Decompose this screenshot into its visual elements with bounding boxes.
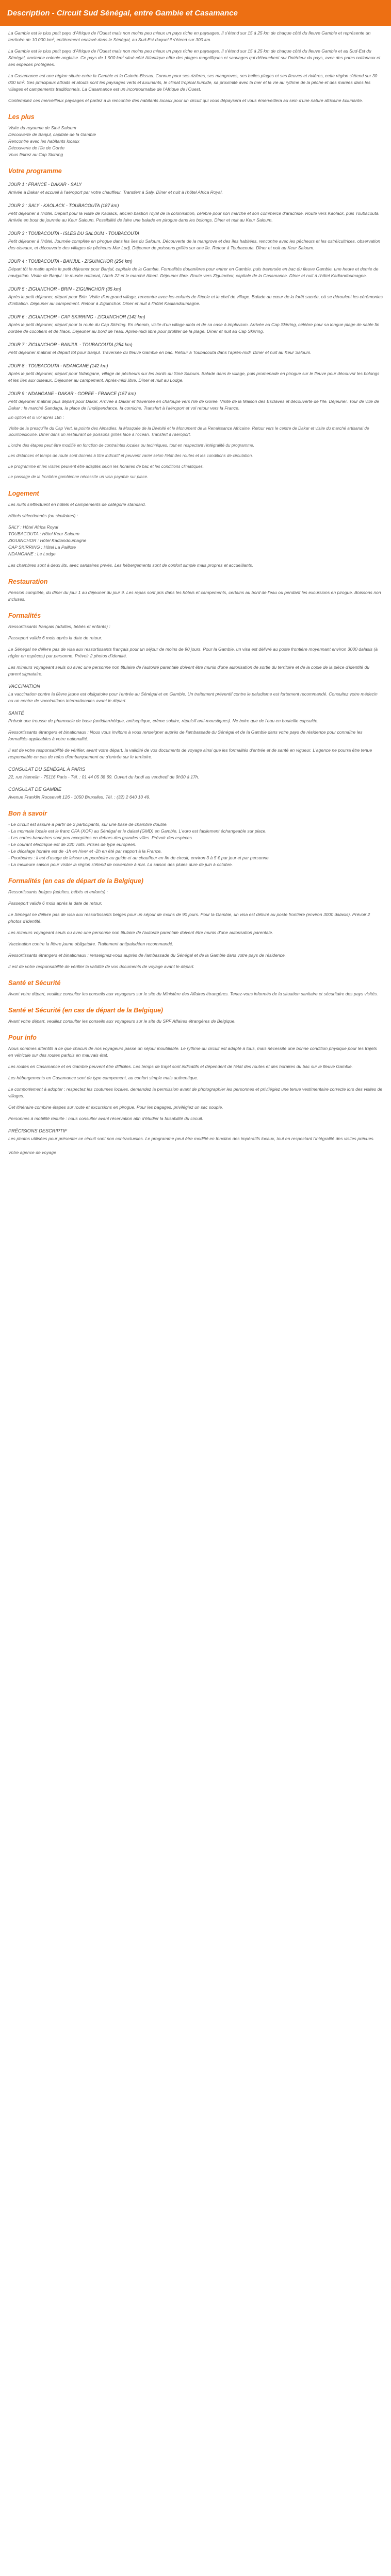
program-note: Les distances et temps de route sont donnés à titre indicatif et peuvent varier selon l'état des routes et les conditions de circulation.: [8, 453, 253, 458]
day-block: [8, 259, 383, 279]
program-note: L'ordre des étapes peut être modifié en fonction de contraintes locales ou techniques, tout en respectant l'intégralité du programme.: [8, 443, 254, 448]
embassy-title: CONSULAT DE GAMBIE: [8, 786, 61, 792]
footer-text: Les photos utilisées pour présenter ce circuit sont non contractuelles. Le programme peut être modifié en fonction des impératifs locaux, tout en respectant l'intégralité des visites prévues.: [8, 1136, 375, 1141]
day-title: JOUR 8 : TOUBACOUTA - NDANGANE (142 km): [8, 363, 108, 368]
program-note: En option et si vol après 18h :: [8, 415, 64, 420]
day-title: JOUR 1 : FRANCE - DAKAR - SALY: [8, 182, 82, 187]
day-description: Départ tôt le matin après le petit déjeuner pour Banjul, capitale de la Gambie. Formalités douanières pour entrer en Gambie, puis traversée en bac du fleuve Gambie, une heure et demie de navigation. Visite de Banjul : le musée national, l'Arch 22 et le marché Albert. Déjeuner libre. Route vers Ziguinchor, capitale de la Casamance. Dîner et nuit à l'hôtel Kadiandoumagne.: [8, 266, 379, 278]
day-title: JOUR 5 : ZIGUINCHOR - BRIN - ZIGUINCHOR (35 km): [8, 286, 121, 292]
formalities-notice: Il est de votre responsabilité de vérifier, avant votre départ, la validité de vos documents de voyage ainsi que les formalités d'entrée et de santé en vigueur. L'agence ne pourra être tenue responsable en cas de refus d'embarquement ou d'entrée sur le territoire.: [8, 747, 372, 759]
accommodation-tip: Les chambres sont à deux lits, avec sanitaires privés. Les hébergements sont de confort simple mais propres et accueillants.: [8, 562, 253, 568]
belgium-text: Passeport valide 6 mois après la date de retour.: [8, 900, 103, 906]
day-block: [8, 231, 383, 251]
embassy-text: Avenue Franklin Roosevelt 126 - 1050 Bruxelles. Tél. : (32) 2 640 10 49.: [8, 794, 151, 800]
info-paragraph: Le comportement à adopter : respectez les coutumes locales, demandez la permission avant de photographier les personnes et privilégiez une tenue vestimentaire correcte lors des visites de villages.: [8, 1086, 383, 1098]
embassy-text: 22, rue Hamelin - 75116 Paris - Tél. : 01 44 05 38 69. Ouvert du lundi au vendredi de 9h30 à 17h.: [8, 774, 200, 779]
header-bar: [0, 0, 391, 26]
health-text: Prévoir une trousse de pharmacie de base (antidiarrhéique, antiseptique, crème solaire, répulsif anti-moustiques). Ne boire que de l'eau en bouteille capsulée.: [8, 718, 319, 723]
intro-paragraph: Contemplez ces merveilleux paysages et partez à la rencontre des habitants locaux pour un circuit qui vous dépaysera et vous émerveillera au sein d'une nature africaine luxuriante.: [8, 98, 363, 103]
day-block: [8, 363, 383, 384]
page-title: Description - Circuit Sud Sénégal, entre Gambie et Casamance: [7, 8, 238, 18]
vaccination-text: La vaccination contre la fièvre jaune est obligatoire pour l'entrée au Sénégal et en Gambie. Un traitement préventif contre le paludisme est fortement recommandé. Consultez votre médecin ou un centre de vaccinations internationales avant le départ.: [8, 691, 378, 703]
health-title: SANTÉ: [8, 710, 24, 716]
formalities-text: Passeport valide 6 mois après la date de retour.: [8, 635, 103, 640]
embassy-title: CONSULAT DU SÉNÉGAL À PARIS: [8, 766, 86, 772]
belgium-text: Ressortissants étrangers et binationaux : renseignez-vous auprès de l'ambassade du Sénégal et de la Gambie dans votre pays de résidence.: [8, 952, 286, 958]
formalities-text: Le Sénégal ne délivre pas de visa aux ressortissants français pour un séjour de moins de 90 jours. Pour la Gambie, un visa est délivré au poste frontière moyennant environ 3000 dalasis (à régler en espèces) par personne. Prévoir 2 photos d'identité.: [8, 646, 378, 658]
day-block: [8, 314, 383, 335]
budget-item: - Pourboires : il est d'usage de laisser un pourboire au guide et au chauffeur en fin de circuit, environ 3 à 5 € par jour et par personne.: [8, 855, 270, 860]
info-paragraph: Personnes à mobilité réduite : nous consulter avant réservation afin d'étudier la faisabilité du circuit.: [8, 1115, 204, 1121]
vaccination-title: VACCINATION: [8, 683, 40, 689]
hotel-item: ZIGUINCHOR : Hôtel Kadiandoumagne: [8, 537, 87, 543]
highlight-item: Découverte de l'île de Gorée: [8, 145, 65, 150]
day-block: [8, 182, 383, 196]
day-description: Après le petit déjeuner, départ pour Ndangane, village de pêcheurs sur les bords du Siné Saloum. Balade dans le village, puis promenade en pirogue sur le fleuve pour découvrir les bolongs et les îles aux oiseaux. Déjeuner au campement. Après-midi libre. Dîner et nuit au Lodge.: [8, 371, 380, 383]
highlights-heading: Les plus: [8, 113, 35, 121]
hotel-item: NDANGANE : Le Lodge: [8, 551, 56, 556]
highlight-item: Vous finirez au Cap Skirring: [8, 152, 63, 157]
highlights-list: [8, 125, 383, 158]
hotel-list: [8, 524, 383, 557]
formalities-text: Ressortissants étrangers et binationaux : Nous vous invitons à vous renseigner auprès de l'ambassade du Sénégal et de la Gambie dans votre pays de résidence pour connaître les formalités applicables à votre nationalité.: [8, 729, 363, 741]
highlight-item: Visite du royaume de Siné Saloum: [8, 125, 76, 130]
day-description: Petit déjeuner matinal puis départ pour Dakar. Arrivée à Dakar et traversée en chaloupe vers l'île de Gorée. Visite de la Maison des Esclaves et découverte de l'île. Déjeuner. Tour de ville de Dakar : le marché Sandaga, la place de l'Indépendance, la corniche. Transfert à l'aéroport et vol retour vers la France.: [8, 399, 379, 411]
info-paragraph: Nous sommes attentifs à ce que chacun de nos voyageurs passe un séjour inoubliable. Le rythme du circuit est adapté à tous, mais nécessite une bonne condition physique pour les trajets en véhicule sur des routes parfois en mauvais état.: [8, 1045, 377, 1058]
accommodation-subtitle: Hôtels sélectionnés (ou similaires) :: [8, 513, 78, 518]
intro-paragraph: La Gambie est le plus petit pays d'Afrique de l'Ouest mais non moins peu mieux un pays riche en paysages. Il s'étend sur 15 à 25 km de chaque côté du fleuve Gambie et représente un territoire de 10 000 km², entièrement enclavé dans le Sénégal, au Sud-Est duquel il s'étend sur 300 km.: [8, 30, 371, 42]
day-title: JOUR 4 : TOUBACOUTA - BANJUL - ZIGUINCHOR (254 km): [8, 259, 133, 264]
belgium-notice: Il est de votre responsabilité de vérifier la validité de vos documents de voyage avant le départ.: [8, 963, 195, 969]
main-content: [0, 26, 391, 1156]
budget-item: - Le circuit est assuré à partir de 2 participants, sur une base de chambre double.: [8, 821, 168, 827]
health-safety-heading: Santé et Sécurité: [8, 979, 61, 987]
belgium-text: Ressortissants belges (adultes, bébés et enfants) :: [8, 889, 108, 894]
day-title: JOUR 9 : NDANGANE - DAKAR - GOREE - FRANCE (157 km): [8, 391, 136, 396]
belgium-text: Le Sénégal ne délivre pas de visa aux ressortissants belges pour un séjour de moins de 90 jours. Pour la Gambie, un visa est délivré au poste frontière (environ 3000 dalasis). Prévoir 2 photos d'identité.: [8, 911, 370, 924]
hotel-item: TOUBACOUTA : Hôtel Keur Saloum: [8, 531, 79, 536]
budget-item: - La meilleure saison pour visiter la région s'étend de novembre à mai. La saison des pluies dure de juin à octobre.: [8, 861, 233, 867]
day-description: Arrivée à Dakar et accueil à l'aéroport par votre chauffeur. Transfert à Saly. Dîner et nuit à l'hôtel Africa Royal.: [8, 190, 223, 195]
belgium-text: Les mineurs voyageant seuls ou avec une personne non titulaire de l'autorité parentale doivent être munis d'une autorisation parentale.: [8, 929, 273, 935]
formalities-text: Les mineurs voyageant seuls ou avec une personne non titulaire de l'autorité parentale doivent être munis d'une autorisation de sortie du territoire et de la copie de la pièce d'identité du parent signataire.: [8, 664, 370, 676]
highlight-item: Découverte de Banjul, capitale de la Gambie: [8, 132, 96, 137]
program-heading: Votre programme: [8, 167, 62, 175]
hotel-item: SALY : Hôtel Africa Royal: [8, 524, 58, 530]
budget-list: [8, 821, 383, 868]
program-note: Visite de la presqu'île du Cap Vert, la pointe des Almadies, la Mosquée de la Divinité et le Monument de la Renaissance Africaine. Retour vers le centre de Dakar et visite du marché artisanal de Soumbédioune. Dîner dans un restaurant de poissons grillés face à l'océan. Transfert à l'aéroport.: [8, 426, 369, 437]
signature: Votre agence de voyage: [8, 1149, 56, 1155]
info-heading: Pour info: [8, 1033, 37, 1041]
info-paragraph: Les hébergements en Casamance sont de type campement, au confort simple mais authentique.: [8, 1075, 199, 1080]
belgium-text: Vaccination contre la fièvre jaune obligatoire. Traitement antipaludéen recommandé.: [8, 941, 174, 946]
hotel-item: CAP SKIRRING : Hôtel La Paillote: [8, 544, 76, 550]
footer-heading: PRÉCISIONS DESCRIPTIF: [8, 1128, 67, 1133]
day-description: Petit déjeuner à l'hôtel. Journée complète en pirogue dans les îles du Saloum. Découverte de la mangrove et des îles habitées, rencontre avec les pêcheurs et les ostréicultrices, observation des oiseaux, et découverte des villages de pêcheurs Mar Lodj. Déjeuner de poissons grillés sur une île. Retour à Toubacouta. Dîner et nuit au Keur Saloum.: [8, 239, 381, 250]
day-description: Après le petit déjeuner, départ pour Brin. Visite d'un grand village, rencontre avec les enfants de l'école et le chef de village. Balade au cœur de la forêt sacrée, où se déroulent les cérémonies d'initiation. Déjeuner au campement. Retour à Ziguinchor. Dîner et nuit à l'hôtel Kadiandoumagne.: [8, 294, 383, 306]
health-safety-text: Avant votre départ, veuillez consulter les conseils aux voyageurs sur le site du Ministère des Affaires étrangères. Tenez-vous informés de la situation sanitaire et sécuritaire des pays visités.: [8, 991, 378, 996]
accommodation-text: Les nuits s'effectuent en hôtels et campements de catégorie standard.: [8, 501, 146, 507]
day-title: JOUR 2 : SALY - KAOLACK - TOUBACOUTA (187 km): [8, 203, 119, 208]
budget-item: - Le décalage horaire est de -1h en hiver et -2h en été par rapport à la France.: [8, 848, 162, 854]
health-safety-be-heading: Santé et Sécurité (en cas de départ de la Belgique): [8, 1006, 164, 1014]
highlight-item: Rencontre avec les habitants locaux: [8, 139, 80, 144]
day-block: [8, 391, 383, 412]
info-paragraph: Les routes en Casamance et en Gambie peuvent être difficiles. Les temps de trajet sont indicatifs et dépendent de l'état des routes et des horaires du bac sur le fleuve Gambie.: [8, 1063, 353, 1069]
accommodation-heading: Logement: [8, 489, 39, 497]
meals-heading: Restauration: [8, 578, 48, 585]
budget-item: - La monnaie locale est le franc CFA (XOF) au Sénégal et le dalasi (GMD) en Gambie. L'euro est facilement échangeable sur place.: [8, 828, 267, 834]
day-description: Petit déjeuner matinal et départ tôt pour Banjul. Traversée du fleuve Gambie en bac. Retour à Toubacouta dans l'après-midi. Dîner et nuit au Keur Saloum.: [8, 350, 312, 355]
day-title: JOUR 7 : ZIGUINCHOR - BANJUL - TOUBACOUTA (254 km): [8, 342, 133, 347]
intro-paragraph: La Gambie est le plus petit pays d'Afrique de l'Ouest mais non moins peu mieux un pays riche en paysages. Il s'étend sur 15 à 25 km de chaque côté du fleuve Gambie et au Sud-Est du Sénégal, ancienne colonie anglaise. Ce pays de 1 900 km² situé côté Atlantique offre des plages magnifiques et sauvages qui débouchent sur l'intérieur du pays, avec des parcs nationaux et ses espèces protégées.: [8, 48, 381, 67]
formalities-text: Ressortissants français (adultes, bébés et enfants) :: [8, 623, 110, 629]
budget-item: - Les cartes bancaires sont peu acceptées en dehors des grandes villes. Prévoir des espèces.: [8, 835, 193, 840]
day-block: [8, 342, 383, 356]
health-safety-be-text: Avant votre départ, veuillez consulter les conseils aux voyageurs sur le site du SPF Affaires étrangères de Belgique.: [8, 1018, 236, 1024]
day-title: JOUR 6 : ZIGUINCHOR - CAP SKIRRING - ZIGUINCHOR (142 km): [8, 314, 145, 319]
day-description: Petit déjeuner à l'hôtel. Départ pour la visite de Kaolack, ancien bastion royal de la colonisation, célèbre pour son marché et son commerce d'arachide. Route vers Kaolack, puis Toubacouta. Arrivée en bout de journée au Keur Saloum. Possibilité de faire une balade en pirogue dans les bolongs. Dîner et nuit au Keur Saloum.: [8, 211, 380, 223]
intro-paragraph: La Casamance est une région située entre la Gambie et la Guinée-Bissau. Connue pour ses rizières, ses mangroves, ses belles plages et ses fleuves et rivières, cette région s'étend sur 30 000 km². Ses principaux attraits et atouts sont les paysages verts et luxuriants, le climat tropical humide, sa proximité avec la mer et la vie au rythme de la pêche et des marées dans les villages et campements traditionnels. La Casamance est un incontournable de l'Afrique de l'Ouest.: [8, 73, 378, 92]
day-description: Après le petit déjeuner, départ pour la route du Cap Skirring. En chemin, visite d'un village diola et de sa case à impluvium. Arrivée au Cap Skirring, célèbre pour sa longue plage de sable fin bordée de cocotiers et de filaos. Déjeuner au bord de l'eau. Après-midi libre pour profiter de la plage. Dîner et nuit au Cap Skirring.: [8, 322, 380, 334]
program-note: Le passage de la frontière gambienne nécessite un visa payable sur place.: [8, 474, 149, 479]
program-note: Le programme et les visites peuvent être adaptés selon les horaires de bac et les conditions climatiques.: [8, 464, 204, 469]
belgium-formalities-heading: Formalités (en cas de départ de la Belgique): [8, 877, 143, 885]
budget-heading: Bon à savoir: [8, 809, 47, 817]
day-title: JOUR 3 : TOUBACOUTA - ISLES DU SALOUM - TOUBACOUTA: [8, 231, 140, 236]
meals-text: Pension complète, du dîner du jour 1 au déjeuner du jour 9. Les repas sont pris dans les hôtels et campements, certains au bord de l'eau ou pendant les excursions en pirogue. Boissons non incluses.: [8, 589, 381, 602]
formalities-heading: Formalités: [8, 612, 41, 619]
budget-item: - Le courant électrique est de 220 volts. Prises de type européen.: [8, 841, 137, 847]
day-block: [8, 203, 383, 224]
day-block: [8, 286, 383, 307]
info-paragraph: Cet itinéraire combine étapes sur route et excursions en pirogue. Pour les bagages, privilégiez un sac souple.: [8, 1104, 223, 1110]
